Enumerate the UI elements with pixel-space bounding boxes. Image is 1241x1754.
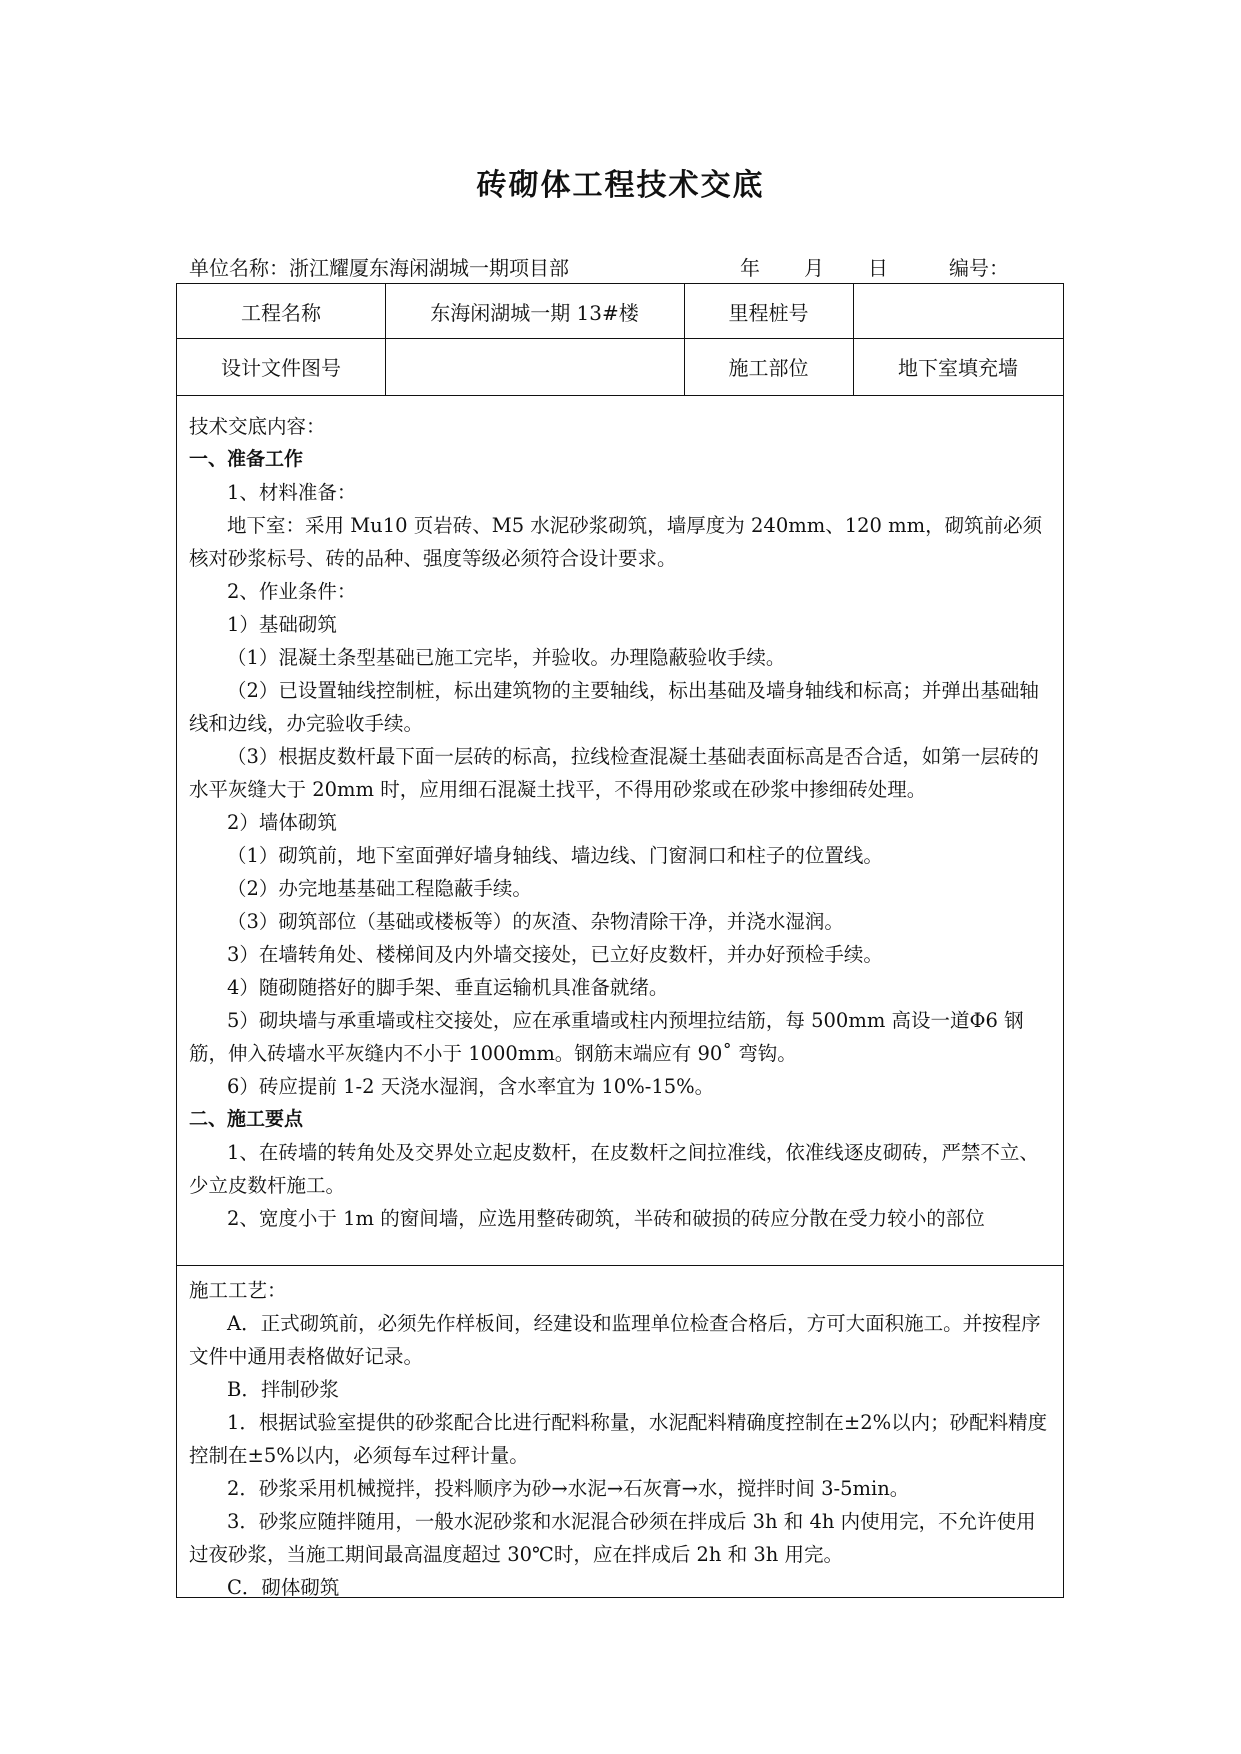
- disclosure-table: [176, 283, 1064, 1598]
- process-line: 2．砂浆采用机械搅拌，投料顺序为砂→水泥→石灰膏→水，搅拌时间 3-5min。: [227, 1477, 910, 1500]
- process-line: 3．砂浆应随拌随用，一般水泥砂浆和水泥混合砂须在拌成后 3h 和 4h 内使用完，不允许使用过夜砂浆，当施工期间最高温度超过 30℃时，应在拌成后 2h 和 3h 用完。: [189, 1510, 1036, 1566]
- section-heading-key-points: 二、施工要点: [189, 1108, 304, 1130]
- content-line: （1）砌筑前，地下室面弹好墙身轴线、墙边线、门窗洞口和柱子的位置线。: [227, 844, 883, 867]
- day-label: 日: [868, 256, 888, 280]
- construction-process: [189, 1274, 1055, 1604]
- mileage-value: [853, 284, 1063, 338]
- construction-part-label: 施工部位: [728, 356, 809, 380]
- content-line: 2、作业条件：: [227, 580, 357, 603]
- design-drawing-label: 设计文件图号: [221, 356, 341, 380]
- content-line: 4）随砌随搭好的脚手架、垂直运输机具准备就绪。: [227, 976, 669, 999]
- content-line: （2）已设置轴线控制桩，标出建筑物的主要轴线，标出基础及墙身轴线和标高；并弹出基础轴线和边线，办完验收手续。: [189, 679, 1039, 735]
- process-line: C．砌体砌筑: [227, 1576, 340, 1599]
- content-line: （3）砌筑部位（基础或楼板等）的灰渣、杂物清除干净，并浇水湿润。: [227, 910, 844, 933]
- construction-part-value: 地下室填充墙: [898, 356, 1018, 380]
- month-label: 月: [804, 256, 824, 280]
- content-line: 1、在砖墙的转角处及交界处立起皮数杆，在皮数杆之间拉准线，依准线逐皮砌砖，严禁不立、少立皮数杆施工。: [189, 1141, 1039, 1197]
- content-line: （3）根据皮数杆最下面一层砖的标高，拉线检查混凝土基础表面标高是否合适，如第一层砖的水平灰缝大于 20mm 时，应用细石混凝土找平，不得用砂浆或在砂浆中掺细砖处理。: [189, 745, 1039, 801]
- content-line: 地下室：采用 Mu10 页岩砖、M5 水泥砂浆砌筑，墙厚度为 240mm、120 mm，砌筑前必须核对砂浆标号、砖的品种、强度等级必须符合设计要求。: [189, 514, 1043, 570]
- content-line: （2）办完地基基础工程隐蔽手续。: [227, 877, 532, 900]
- process-line: A．正式砌筑前，必须先作样板间，经建设和监理单位检查合格后，方可大面积施工。并按程序文件中通用表格做好记录。: [189, 1312, 1041, 1368]
- content-line: 2）墙体砌筑: [227, 811, 337, 834]
- design-drawing-value: [385, 338, 684, 395]
- unit-name: 单位名称：浙江耀厦东海闲湖城一期项目部: [189, 256, 569, 280]
- process-heading: 施工工艺：: [189, 1279, 287, 1302]
- disclosure-content: [189, 410, 1055, 1235]
- content-heading: 技术交底内容：: [189, 415, 326, 438]
- section-heading-preparation: 一、准备工作: [189, 448, 304, 470]
- content-line: 5）砌块墙与承重墙或柱交接处，应在承重墙或柱内预埋拉结筋，每 500mm 高设一道Φ6 钢筋，伸入砖墙水平灰缝内不小于 1000mm。钢筋末端应有 90˚ 弯钩。: [189, 1009, 1024, 1065]
- section-divider: [177, 1265, 1063, 1266]
- process-line: 1．根据试验室提供的砂浆配合比进行配料称量，水泥配料精确度控制在±2%以内；砂配料精度控制在±5%以内，必须每车过秤计量。: [189, 1411, 1048, 1467]
- content-line: （1）混凝土条型基础已施工完毕，并验收。办理隐蔽验收手续。: [227, 646, 786, 669]
- row-divider: [177, 395, 1063, 396]
- project-name-value: 东海闲湖城一期 13#楼: [430, 300, 639, 325]
- content-line: 2、宽度小于 1m 的窗间墙，应选用整砖砌筑，半砖和破损的砖应分散在受力较小的部位: [227, 1207, 985, 1230]
- serial-number-label: 编号：: [949, 256, 1009, 280]
- date-fields: [740, 252, 888, 281]
- content-line: 1）基础砌筑: [227, 613, 337, 636]
- content-line: 3）在墙转角处、楼梯间及内外墙交接处，已立好皮数杆，并办好预检手续。: [227, 943, 883, 966]
- year-label: 年: [740, 256, 760, 280]
- content-line: 1、材料准备：: [227, 481, 357, 504]
- process-line: B．拌制砂浆: [227, 1378, 339, 1401]
- project-name-label: 工程名称: [241, 300, 321, 325]
- document-title: 砖砌体工程技术交底: [476, 168, 765, 203]
- content-line: 6）砖应提前 1-2 天浇水湿润，含水率宜为 10%-15%。: [227, 1075, 715, 1098]
- mileage-label: 里程桩号: [728, 300, 809, 325]
